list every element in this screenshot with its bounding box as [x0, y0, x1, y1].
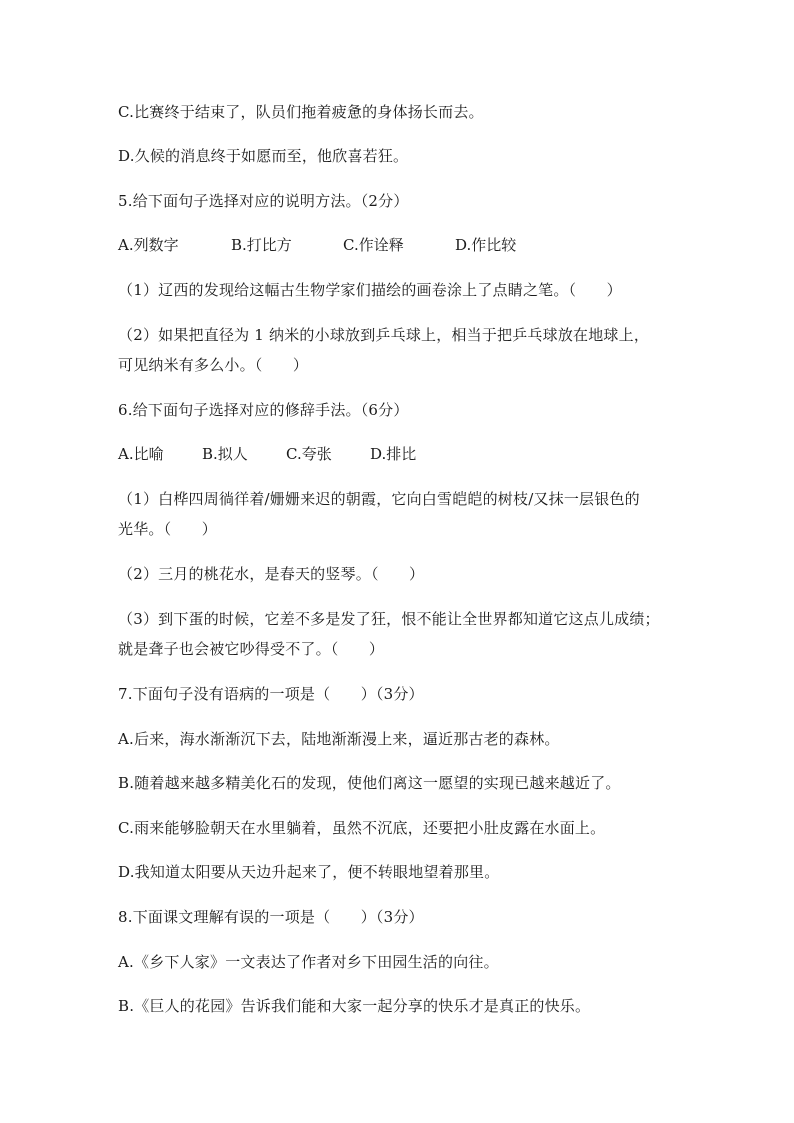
question-5-item-1: （1）辽西的发现给这幅古生物学家们描绘的画卷涂上了点睛之笔。（ ）: [118, 281, 622, 299]
question-6-option-a: A.比喻: [118, 445, 164, 463]
question-6-item-2: （2）三月的桃花水，是春天的竖琴。（ ）: [118, 565, 425, 583]
question-5-option-c: C.作诠释: [343, 236, 404, 254]
question-6-title: 6.给下面句子选择对应的修辞手法。（6分）: [118, 401, 409, 419]
question-6-option-b: B.拟人: [202, 445, 248, 463]
question-8-option-b: B.《巨人的花园》告诉我们能和大家一起分享的快乐才是真正的快乐。: [118, 997, 591, 1015]
question-7-option-a: A.后来，海水渐渐沉下去，陆地渐渐漫上来，逼近那古老的森林。: [118, 730, 560, 748]
question-7-option-d: D.我知道太阳要从天边升起来了，便不转眼地望着那里。: [118, 863, 500, 881]
question-5-option-a: A.列数字: [118, 236, 179, 254]
question-8-option-a: A.《乡下人家》一文表达了作者对乡下田园生活的向往。: [118, 953, 499, 971]
question-5-title: 5.给下面句子选择对应的说明方法。（2分）: [118, 192, 409, 210]
question-4-option-d: D.久候的消息终于如愿而至，他欣喜若狂。: [118, 147, 409, 165]
question-6-options: [118, 444, 416, 464]
question-5-option-b: B.打比方: [231, 236, 292, 254]
question-7-option-b: B.随着越来越多精美化石的发现，使他们离这一愿望的实现已越来越近了。: [118, 774, 621, 792]
question-6-option-c: C.夸张: [286, 445, 332, 463]
question-5-item-2-cont: 可见纳米有多么小。（ ）: [118, 356, 309, 374]
question-6-item-1: （1）白桦四周徜徉着/姗姗来迟的朝霞，它向白雪皑皑的树枝/又抹一层银色的: [118, 490, 640, 508]
question-6-item-1-cont: 光华。（ ）: [118, 520, 217, 538]
question-8-title: 8.下面课文理解有误的一项是（ ）（3分）: [118, 908, 424, 926]
question-6-option-d: D.排比: [370, 445, 417, 463]
question-5-options: [118, 235, 516, 255]
question-4-option-c: C.比赛终于结束了，队员们拖着疲惫的身体扬长而去。: [118, 103, 484, 121]
question-6-item-3: （3）到下蛋的时候，它差不多是发了狂，恨不能让全世界都知道它这点儿成绩；: [118, 610, 660, 628]
question-5-item-2: （2）如果把直径为 1 纳米的小球放到乒乓球上，相当于把乒乓球放在地球上，: [118, 326, 650, 344]
question-6-item-3-cont: 就是聋子也会被它吵得受不了。（ ）: [118, 640, 385, 658]
question-5-option-d: D.作比较: [455, 236, 517, 254]
question-7-title: 7.下面句子没有语病的一项是（ ）（3分）: [118, 685, 424, 703]
question-7-option-c: C.雨来能够脸朝天在水里躺着，虽然不沉底，还要把小肚皮露在水面上。: [118, 819, 606, 837]
